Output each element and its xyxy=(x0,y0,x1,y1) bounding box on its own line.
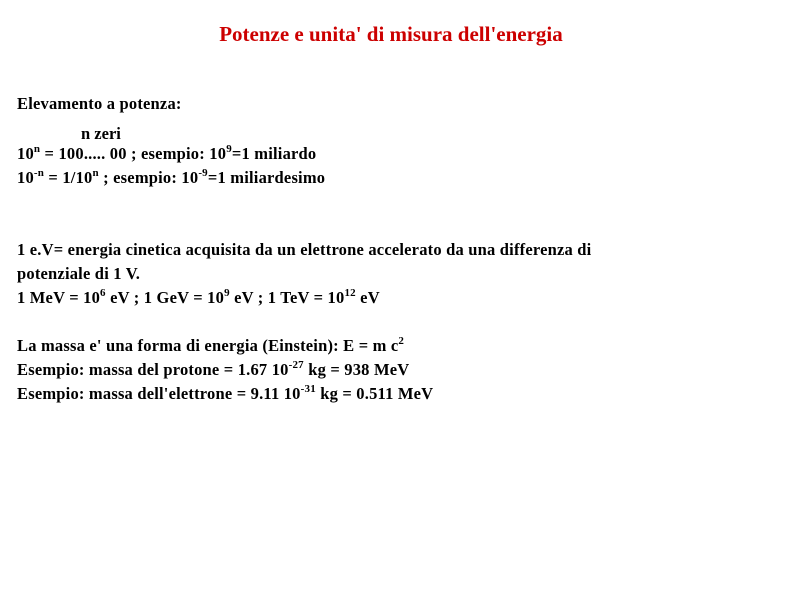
exponent: 12 xyxy=(344,287,356,299)
ev-definition-line2: potenziale di 1 V. xyxy=(17,264,141,283)
text: = 100..... 00 ; esempio: 10 xyxy=(40,144,227,163)
exponent: -n xyxy=(33,167,45,179)
text: ; esempio: 10 xyxy=(98,168,199,187)
power-line-positive xyxy=(17,144,316,164)
exponent: -31 xyxy=(300,383,316,395)
text: kg = 938 MeV xyxy=(303,360,410,379)
text: eV ; 1 TeV = 10 xyxy=(229,288,345,307)
text: eV ; 1 GeV = 10 xyxy=(105,288,225,307)
exponent: 6 xyxy=(100,287,106,299)
text: =1 miliardesimo xyxy=(207,168,326,187)
slide-title: Potenze e unita' di misura dell'energia xyxy=(219,22,563,46)
proton-mass-line xyxy=(17,360,409,380)
exponent: n xyxy=(33,143,41,155)
text: 1 MeV = 10 xyxy=(17,288,101,307)
electron-mass-line xyxy=(17,384,433,404)
section1-heading: Elevamento a potenza: xyxy=(17,94,182,113)
exponent: n xyxy=(92,167,99,179)
text: Esempio: massa dell'elettrone = 9.11 10 xyxy=(17,384,301,403)
text: =1 miliardo xyxy=(231,144,317,163)
text: La massa e' una forma di energia (Einstein): E = m c xyxy=(17,336,399,355)
ev-definition-line1: 1 e.V= energia cinetica acquisita da un elettrone accelerato da una differenza di xyxy=(17,240,592,259)
text: eV xyxy=(355,288,380,307)
mass-energy-line xyxy=(17,336,404,356)
exponent: -9 xyxy=(198,167,208,179)
base: 10 xyxy=(17,144,34,163)
text: = 1/10 xyxy=(44,168,93,187)
n-zeri-label: n zeri xyxy=(81,124,121,143)
base: 10 xyxy=(17,168,34,187)
exponent: -27 xyxy=(288,359,304,371)
power-line-negative xyxy=(17,168,325,188)
text: Esempio: massa del protone = 1.67 10 xyxy=(17,360,289,379)
exponent: 9 xyxy=(226,143,232,155)
exponent: 9 xyxy=(224,287,230,299)
ev-multiples-line xyxy=(17,288,380,308)
exponent: 2 xyxy=(398,335,405,347)
text: kg = 0.511 MeV xyxy=(315,384,434,403)
